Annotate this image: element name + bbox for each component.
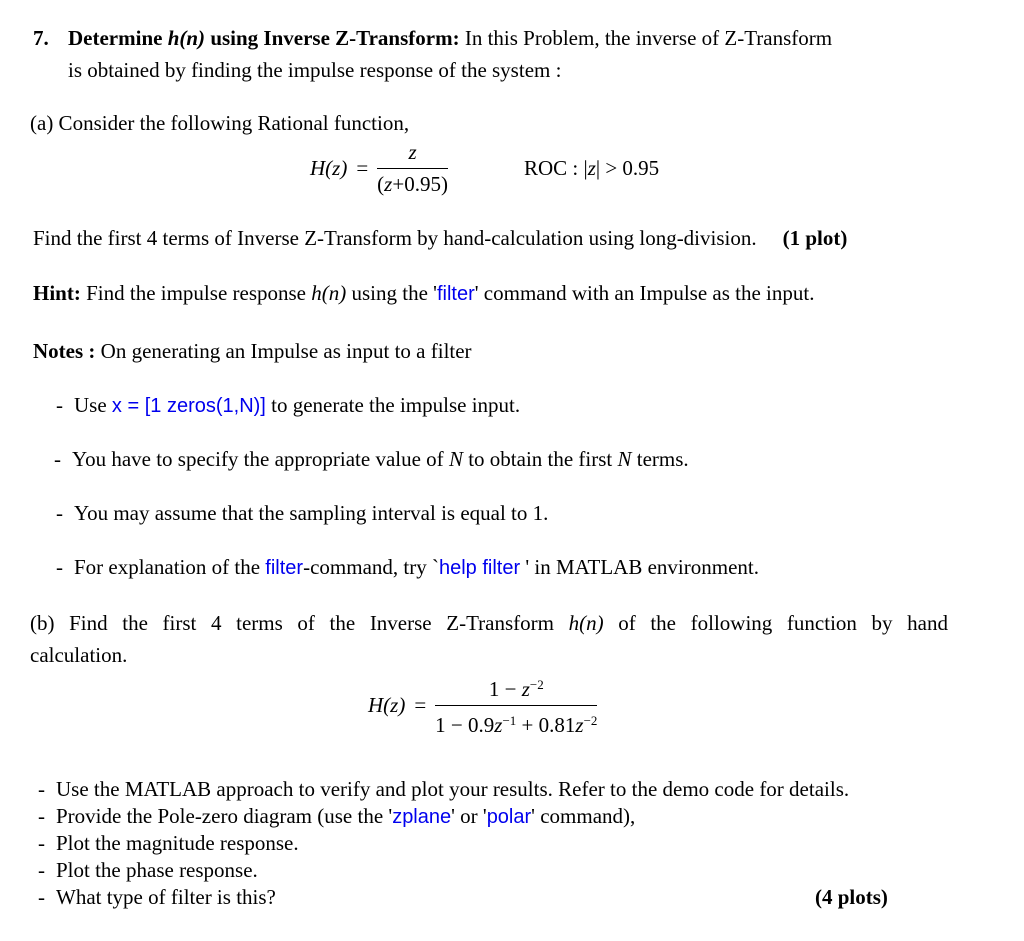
heading-normal: In this Problem, the inverse of Z-Transform [459,26,833,50]
fraction-b [435,672,597,738]
heading-math-hn: h(n) [167,26,206,50]
equation-b-lhs: H(z) [368,693,406,717]
task-item-1 [38,776,849,803]
task-item-3 [38,830,299,857]
part-a-intro: (a) Consider the following Rational function, [30,111,410,135]
bullet-dash: - [38,777,45,801]
note-bullet-3 [56,498,548,528]
task-2-mid: ' or ' [451,804,487,828]
task-4-text: Plot the phase response. [56,858,258,882]
den-exponent-2: −2 [583,713,598,728]
roc-annotation [524,155,659,181]
denominator-constant: +0.95) [392,172,448,196]
bullet-3-text: You may assume that the sampling interval is equal to 1. [74,501,549,525]
bullet-4-mid: -command, try ` [303,555,439,579]
equation-b [368,672,597,738]
bullet-1-post: to generate the impulse input. [265,393,521,417]
equals-sign: = [356,156,369,180]
numerator-z: z [408,140,417,164]
part-b-paragraph [30,607,948,671]
num-z: z [521,677,530,701]
math-n-2: N [617,447,632,471]
den-z-1: z [494,713,503,737]
fraction-a [377,139,448,197]
fraction-b-denominator [435,706,597,738]
bullet-1-text: Use [74,393,112,417]
heading-line2: is obtained by finding the impulse response of the system : [68,58,562,82]
matlab-code-impulse: x = [1 zeros(1,N)] [111,395,266,417]
roc-z: z [587,156,596,180]
bullet-dash: - [38,831,45,855]
bullet-dash: - [56,501,63,525]
problem-heading [33,22,963,86]
hint-text-3: ' command with an Impulse as the input. [474,281,815,305]
bullet-2-post: terms. [631,447,689,471]
den-const-1: 1 − 0.9 [435,713,495,737]
bullet-dash: - [38,804,45,828]
task-5-text: What type of filter is this? [56,885,276,909]
notes-paragraph [33,336,472,366]
task-2-post: ' command), [531,804,636,828]
part-b-line2: calculation. [30,643,128,667]
roc-label: ROC : [523,156,584,180]
paren-open: ( [377,172,385,196]
plot-count-badge-a: (1 plot) [782,226,848,250]
notes-text: On generating an Impulse as input to a filter [95,339,472,363]
task-item-4 [38,857,258,884]
matlab-code-filter: filter [436,283,475,305]
fraction-a-numerator [377,139,448,169]
bullet-dash: - [56,555,63,579]
fraction-b-numerator [435,672,597,706]
hint-text-2: using the ' [346,281,437,305]
den-const-2: + 0.81 [516,713,576,737]
bullet-2-mid: to obtain the first [462,447,618,471]
task-2-text: Provide the Pole-zero diagram (use the ' [56,804,393,828]
den-exponent-1: −1 [502,713,517,728]
matlab-code-zplane: zplane [392,806,452,828]
equals-sign: = [414,693,427,717]
equation-a-lhs: H(z) [310,156,348,180]
find-instruction [33,223,847,253]
find-text: Find the first 4 terms of Inverse Z-Transform by hand-calculation using long-division. [33,226,757,250]
abs-bar-left: | [583,156,588,180]
part-b-line1 [30,607,948,639]
task-1-text: Use the MATLAB approach to verify and plot your results. Refer to the demo code for details. [56,777,850,801]
heading-line1 [33,22,963,54]
matlab-code-help-filter: help filter [438,557,521,579]
bullet-2-text: You have to specify the appropriate value of [72,447,449,471]
bullet-4-post: ' in MATLAB environment. [520,555,759,579]
task-3-text: Plot the magnitude response. [56,831,299,855]
bullet-dash: - [54,447,61,471]
bullet-dash: - [38,885,45,909]
hint-math-hn: h(n) [311,281,347,305]
abs-bar-right: | [595,156,601,180]
math-n-1: N [448,447,463,471]
hint-label: Hint: [33,281,81,305]
hint-text-1: Find the impulse response [80,281,312,305]
hint-paragraph [33,278,814,309]
den-z-2: z [575,713,584,737]
num-const: 1 − [488,677,522,701]
notes-label: Notes : [33,339,96,363]
bullet-dash: - [56,393,63,417]
equation-a [310,139,659,197]
roc-comparison: > 0.95 [600,156,660,180]
num-exponent: −2 [529,677,544,692]
bullet-4-text: For explanation of the [74,555,266,579]
task-item-5 [38,884,276,911]
part-b-text-2: of the following function by hand [603,611,948,635]
heading-bold-1: Determine [68,26,168,50]
problem-number: 7. [33,26,49,50]
matlab-code-polar: polar [486,806,532,828]
fraction-a-denominator [377,169,448,197]
part-b-math-hn: h(n) [568,611,604,635]
matlab-code-filter-2: filter [265,557,304,579]
heading-bold-2: using Inverse Z-Transform: [205,26,460,50]
bullet-dash: - [38,858,45,882]
note-bullet-4 [56,552,759,583]
task-item-2 [38,803,635,831]
note-bullet-1 [56,390,520,421]
note-bullet-2 [54,444,689,474]
denominator-z: z [384,172,393,196]
plot-count-badge-b: (4 plots) [815,885,888,909]
part-b-text-1: (b) Find the first 4 terms of the Inverse Z-Transform [30,611,569,635]
